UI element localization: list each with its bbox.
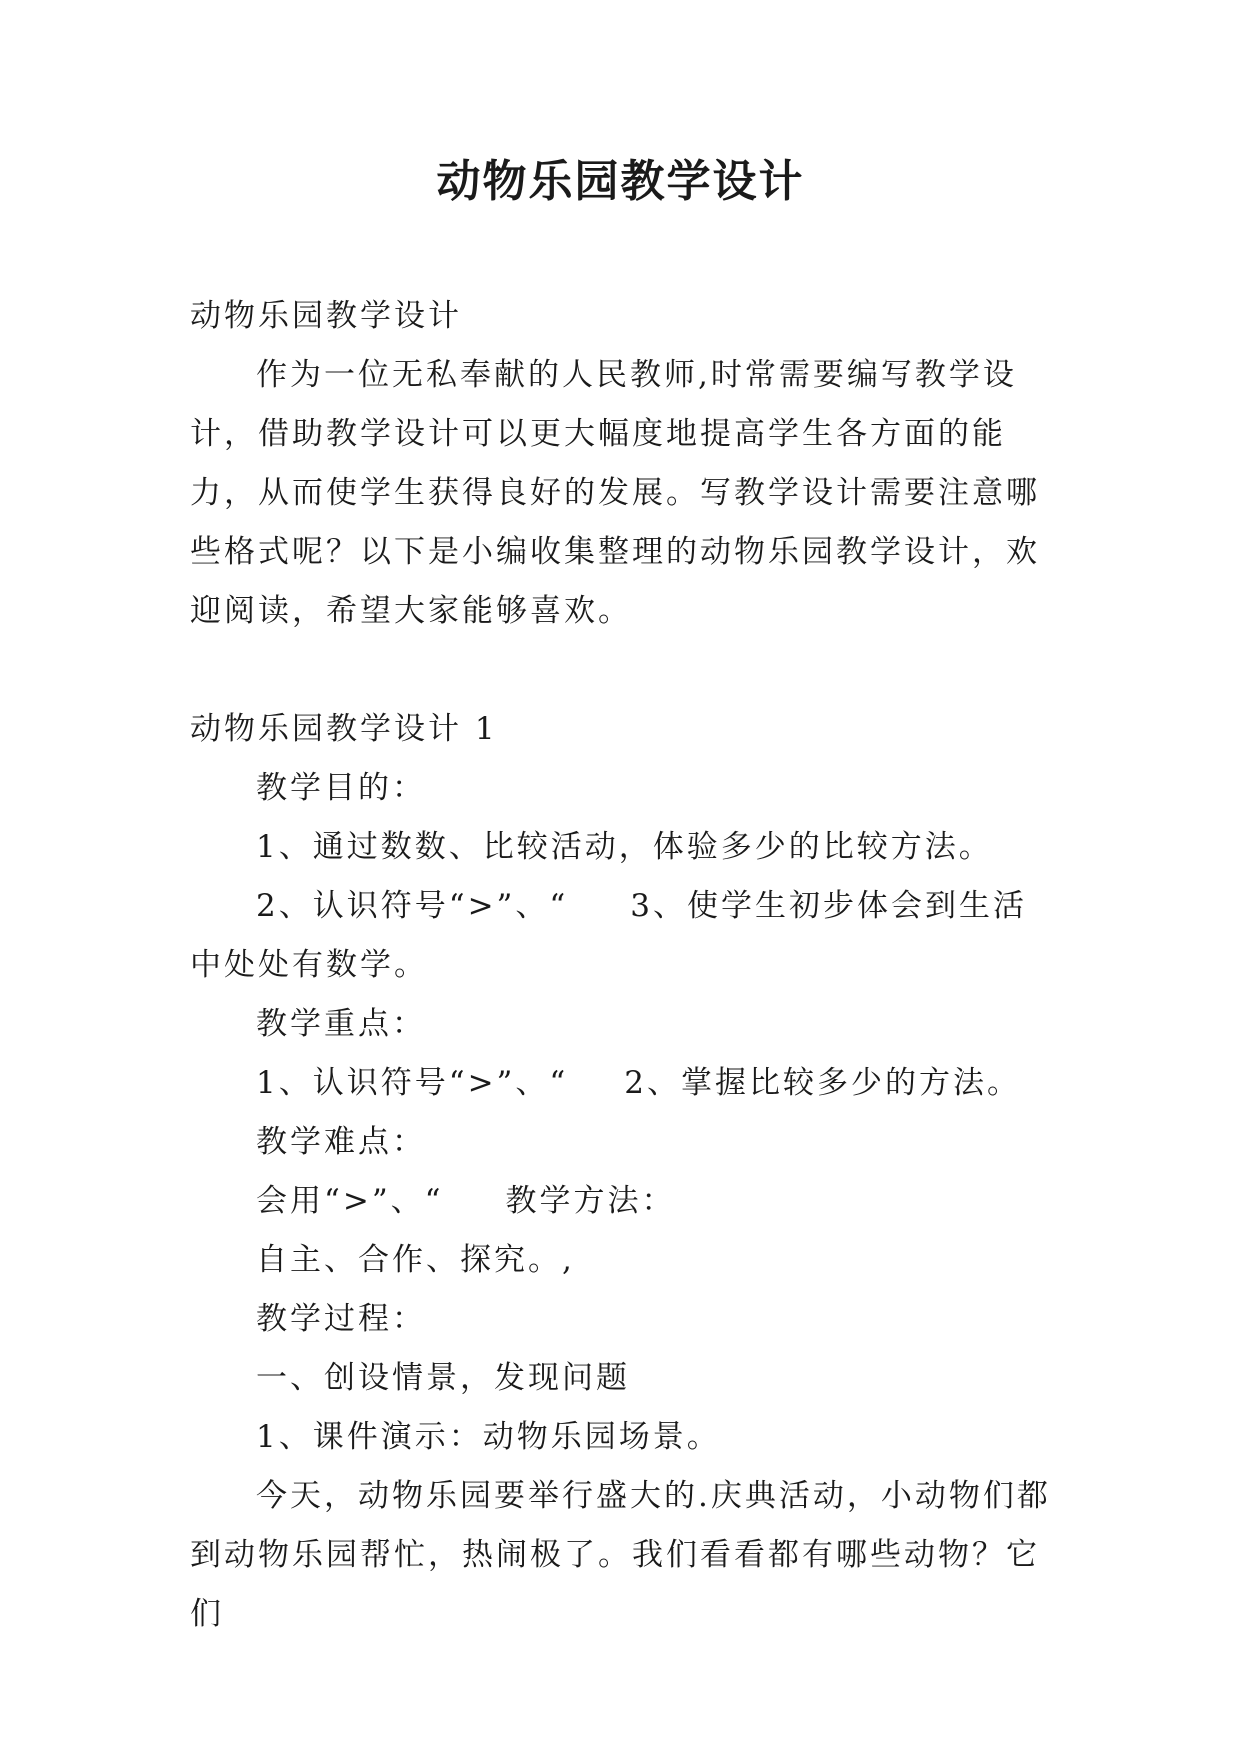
difficulty-part-a: 会用“>”、“ xyxy=(256,1183,444,1219)
process-label: 教学过程： xyxy=(256,1301,426,1337)
goal-item-1: 1、通过数数、比较活动，体验多少的比较方法。 xyxy=(256,829,993,865)
goals-label: 教学目的： xyxy=(256,770,426,806)
section-heading: 动物乐园教学设计 1 xyxy=(190,711,498,747)
methods-text: 自主、合作、探究。, xyxy=(256,1242,575,1278)
intro-paragraph: 作为一位无私奉献的人民教师,时常需要编写教学设计，借助教学设计可以更大幅度地提高学生各方面的能力，从而使学生获得良好的发展。写教学设计需要注意哪些格式呢？以下是小编收集整理的动物乐园教学设计，欢迎阅读，希望大家能够喜欢。 xyxy=(190,357,1040,629)
intro-heading: 动物乐园教学设计 xyxy=(190,298,462,334)
difficulty-line xyxy=(190,1172,1060,1231)
difficulty-label: 教学难点： xyxy=(256,1124,426,1160)
methods-label: 教学方法： xyxy=(505,1183,676,1219)
document-title: 动物乐园教学设计 xyxy=(436,156,805,207)
step-item: 1、课件演示：动物乐园场景。 xyxy=(256,1419,721,1455)
key-point-part-b: 2、掌握比较多少的方法。 xyxy=(624,1065,1021,1101)
key-point-item xyxy=(190,1054,1060,1113)
goal-item-2 xyxy=(190,877,1060,995)
goal-item-2-part-b: 3、使学生初步体会到生活中处处有数学。 xyxy=(190,888,1027,983)
key-points-label: 教学重点： xyxy=(256,1006,426,1042)
step-heading: 一、创设情景，发现问题 xyxy=(256,1360,630,1396)
narrative-paragraph: 今天，动物乐园要举行盛大的.庆典活动，小动物们都到动物乐园帮忙，热闹极了。我们看看都有哪些动物？它们 xyxy=(190,1478,1051,1632)
paragraph-gap xyxy=(190,641,1060,700)
key-point-part-a: 1、认识符号“>”、“ xyxy=(256,1065,569,1101)
document-body xyxy=(190,287,1060,1644)
goal-item-2-part-a: 2、认识符号“>”、“ xyxy=(256,888,569,924)
